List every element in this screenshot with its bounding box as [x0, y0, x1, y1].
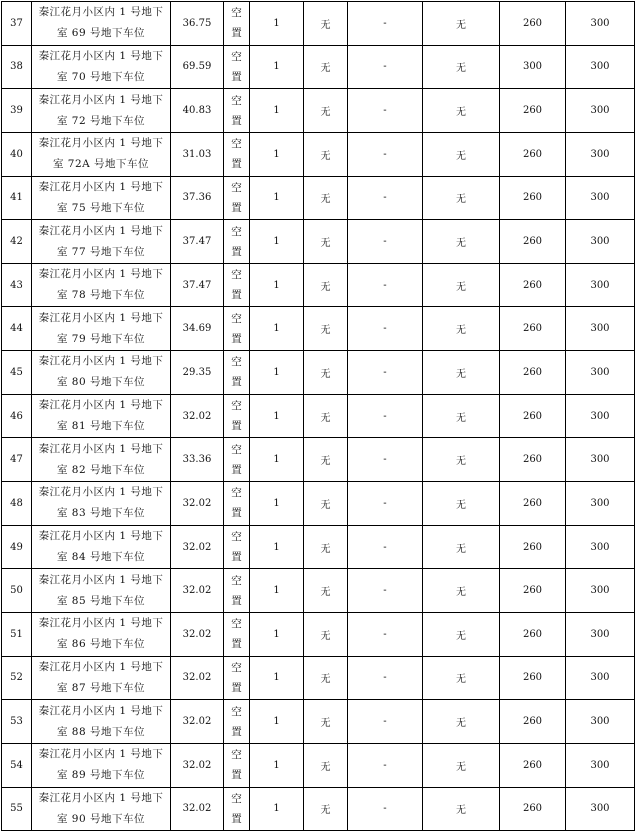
area-cell: 32.02	[171, 569, 224, 613]
price-a-cell: 260	[500, 176, 566, 220]
count-cell: 1	[250, 525, 304, 569]
parking-space-name-cell	[32, 132, 171, 176]
price-b-cell: 300	[566, 656, 635, 700]
area-cell: 32.02	[171, 612, 224, 656]
other-encumbrance-cell: 无	[423, 220, 500, 264]
parking-space-name-cell	[32, 307, 171, 351]
price-a-cell: 260	[500, 787, 566, 831]
parking-space-name-line-1: 秦江花月小区内 1 号地下	[38, 180, 164, 193]
other-encumbrance-cell: 无	[423, 787, 500, 831]
price-b-cell: 300	[566, 700, 635, 744]
lease-cell: -	[348, 482, 423, 526]
parking-space-name-cell	[32, 656, 171, 700]
lease-cell: -	[348, 307, 423, 351]
parking-space-name-line-2: 室 90 号地下车位	[56, 812, 146, 825]
mortgage-cell: 无	[304, 525, 348, 569]
mortgage-cell: 无	[304, 263, 348, 307]
parking-space-name-cell	[32, 438, 171, 482]
parking-space-name-line-1: 秦江花月小区内 1 号地下	[38, 442, 164, 455]
parking-space-name-line-2: 室 75 号地下车位	[56, 201, 146, 214]
parking-space-name-cell	[32, 2, 171, 46]
status-line-1: 空	[231, 792, 242, 805]
status-cell	[224, 263, 250, 307]
price-b-cell: 300	[566, 612, 635, 656]
lease-cell: -	[348, 220, 423, 264]
row-number-cell: 48	[2, 482, 32, 526]
area-cell: 29.35	[171, 351, 224, 395]
row-number-cell: 45	[2, 351, 32, 395]
status-line-2: 置	[231, 114, 242, 127]
price-a-cell: 260	[500, 220, 566, 264]
table-row	[2, 45, 635, 89]
price-b-cell: 300	[566, 2, 635, 46]
status-cell	[224, 220, 250, 264]
status-line-2: 置	[231, 332, 242, 345]
price-b-cell: 300	[566, 525, 635, 569]
status-line-2: 置	[231, 27, 242, 40]
mortgage-cell: 无	[304, 394, 348, 438]
parking-space-name-cell	[32, 612, 171, 656]
count-cell: 1	[250, 220, 304, 264]
status-line-2: 置	[231, 70, 242, 83]
price-a-cell: 300	[500, 45, 566, 89]
other-encumbrance-cell: 无	[423, 132, 500, 176]
status-line-1: 空	[231, 443, 242, 456]
parking-space-name-line-2: 室 85 号地下车位	[56, 594, 146, 607]
price-a-cell: 260	[500, 307, 566, 351]
row-number-cell: 41	[2, 176, 32, 220]
price-b-cell: 300	[566, 176, 635, 220]
parking-space-name-cell	[32, 263, 171, 307]
mortgage-cell: 无	[304, 612, 348, 656]
price-a-cell: 260	[500, 2, 566, 46]
count-cell: 1	[250, 612, 304, 656]
status-cell	[224, 656, 250, 700]
other-encumbrance-cell: 无	[423, 525, 500, 569]
mortgage-cell: 无	[304, 176, 348, 220]
row-number-cell: 55	[2, 787, 32, 831]
mortgage-cell: 无	[304, 656, 348, 700]
other-encumbrance-cell: 无	[423, 743, 500, 787]
status-cell	[224, 2, 250, 46]
price-a-cell: 260	[500, 612, 566, 656]
status-line-1: 空	[231, 705, 242, 718]
parking-space-name-line-1: 秦江花月小区内 1 号地下	[38, 6, 164, 19]
table-row	[2, 743, 635, 787]
price-b-cell: 300	[566, 307, 635, 351]
row-number-cell: 52	[2, 656, 32, 700]
count-cell: 1	[250, 351, 304, 395]
mortgage-cell: 无	[304, 787, 348, 831]
table-row	[2, 132, 635, 176]
price-b-cell: 300	[566, 438, 635, 482]
parking-space-name-line-2: 室 72A 号地下车位	[52, 158, 150, 171]
other-encumbrance-cell: 无	[423, 351, 500, 395]
status-line-1: 空	[231, 661, 242, 674]
table-row	[2, 700, 635, 744]
parking-space-name-line-2: 室 83 号地下车位	[56, 507, 146, 520]
price-a-cell: 260	[500, 656, 566, 700]
other-encumbrance-cell: 无	[423, 656, 500, 700]
parking-space-name-line-2: 室 80 号地下车位	[56, 376, 146, 389]
table-row	[2, 263, 635, 307]
row-number-cell: 46	[2, 394, 32, 438]
row-number-cell: 40	[2, 132, 32, 176]
lease-cell: -	[348, 45, 423, 89]
status-line-1: 空	[231, 138, 242, 151]
parking-space-name-cell	[32, 351, 171, 395]
mortgage-cell: 无	[304, 45, 348, 89]
lease-cell: -	[348, 89, 423, 133]
lease-cell: -	[348, 743, 423, 787]
status-line-2: 置	[231, 201, 242, 214]
table-row	[2, 394, 635, 438]
status-cell	[224, 351, 250, 395]
other-encumbrance-cell: 无	[423, 2, 500, 46]
area-cell: 69.59	[171, 45, 224, 89]
parking-space-name-cell	[32, 525, 171, 569]
row-number-cell: 39	[2, 89, 32, 133]
parking-space-name-cell	[32, 743, 171, 787]
table-row	[2, 787, 635, 831]
parking-space-name-line-1: 秦江花月小区内 1 号地下	[38, 530, 164, 542]
status-cell	[224, 612, 250, 656]
parking-space-name-cell	[32, 45, 171, 89]
parking-space-name-line-2: 室 84 号地下车位	[56, 551, 146, 563]
price-a-cell: 260	[500, 482, 566, 526]
table-row	[2, 482, 635, 526]
other-encumbrance-cell: 无	[423, 438, 500, 482]
table-body	[2, 2, 635, 831]
status-line-1: 空	[231, 487, 242, 500]
other-encumbrance-cell: 无	[423, 89, 500, 133]
status-cell	[224, 307, 250, 351]
parking-space-name-cell	[32, 89, 171, 133]
price-b-cell: 300	[566, 787, 635, 831]
status-line-2: 置	[231, 376, 242, 389]
parking-space-name-line-1: 秦江花月小区内 1 号地下	[38, 704, 164, 717]
row-number-cell: 44	[2, 307, 32, 351]
parking-space-name-line-1: 秦江花月小区内 1 号地下	[38, 355, 164, 368]
price-b-cell: 300	[566, 569, 635, 613]
price-b-cell: 300	[566, 89, 635, 133]
lease-cell: -	[348, 438, 423, 482]
table-row	[2, 220, 635, 264]
parking-space-name-cell	[32, 220, 171, 264]
parking-space-name-line-2: 室 87 号地下车位	[56, 681, 146, 694]
lease-cell: -	[348, 700, 423, 744]
status-line-1: 空	[231, 225, 242, 238]
parking-space-name-line-1: 秦江花月小区内 1 号地下	[38, 486, 164, 499]
count-cell: 1	[250, 89, 304, 133]
parking-space-name-line-2: 室 79 号地下车位	[56, 332, 146, 345]
status-line-1: 空	[231, 531, 242, 543]
status-cell	[224, 525, 250, 569]
parking-space-name-line-2: 室 72 号地下车位	[56, 114, 146, 127]
price-b-cell: 300	[566, 482, 635, 526]
price-a-cell: 260	[500, 394, 566, 438]
lease-cell: -	[348, 351, 423, 395]
status-cell	[224, 569, 250, 613]
parking-space-name-line-2: 室 88 号地下车位	[56, 725, 146, 738]
price-b-cell: 300	[566, 394, 635, 438]
parking-space-name-cell	[32, 569, 171, 613]
parking-space-name-line-2: 室 77 号地下车位	[56, 245, 146, 258]
price-a-cell: 260	[500, 569, 566, 613]
parking-space-name-line-2: 室 78 号地下车位	[56, 289, 146, 302]
lease-cell: -	[348, 612, 423, 656]
parking-space-name-line-1: 秦江花月小区内 1 号地下	[38, 93, 164, 106]
status-line-2: 置	[231, 507, 242, 520]
status-cell	[224, 45, 250, 89]
mortgage-cell: 无	[304, 351, 348, 395]
area-cell: 32.02	[171, 394, 224, 438]
mortgage-cell: 无	[304, 307, 348, 351]
parking-space-name-line-2: 室 89 号地下车位	[56, 769, 146, 782]
status-line-1: 空	[231, 574, 242, 587]
count-cell: 1	[250, 132, 304, 176]
area-cell: 36.75	[171, 2, 224, 46]
price-a-cell: 260	[500, 89, 566, 133]
mortgage-cell: 无	[304, 700, 348, 744]
lease-cell: -	[348, 569, 423, 613]
parking-space-name-cell	[32, 176, 171, 220]
area-cell: 37.47	[171, 220, 224, 264]
status-line-1: 空	[231, 7, 242, 20]
table-row	[2, 438, 635, 482]
price-b-cell: 300	[566, 351, 635, 395]
mortgage-cell: 无	[304, 743, 348, 787]
status-cell	[224, 787, 250, 831]
other-encumbrance-cell: 无	[423, 263, 500, 307]
other-encumbrance-cell: 无	[423, 569, 500, 613]
table-row	[2, 569, 635, 613]
status-cell	[224, 743, 250, 787]
status-line-1: 空	[231, 50, 242, 63]
parking-space-name-line-1: 秦江花月小区内 1 号地下	[38, 399, 164, 412]
lease-cell: -	[348, 2, 423, 46]
row-number-cell: 38	[2, 45, 32, 89]
parking-space-name-line-1: 秦江花月小区内 1 号地下	[38, 617, 164, 630]
parking-space-name-cell	[32, 394, 171, 438]
lease-cell: -	[348, 263, 423, 307]
area-cell: 32.02	[171, 787, 224, 831]
parking-space-table	[1, 1, 635, 831]
other-encumbrance-cell: 无	[423, 307, 500, 351]
parking-space-name-line-1: 秦江花月小区内 1 号地下	[38, 49, 164, 62]
count-cell: 1	[250, 438, 304, 482]
status-cell	[224, 438, 250, 482]
row-number-cell: 51	[2, 612, 32, 656]
area-cell: 32.02	[171, 525, 224, 569]
status-line-1: 空	[231, 618, 242, 631]
status-line-2: 置	[231, 725, 242, 738]
mortgage-cell: 无	[304, 132, 348, 176]
status-line-2: 置	[231, 681, 242, 694]
count-cell: 1	[250, 263, 304, 307]
row-number-cell: 43	[2, 263, 32, 307]
table-row	[2, 176, 635, 220]
status-line-1: 空	[231, 400, 242, 413]
parking-space-name-cell	[32, 700, 171, 744]
parking-space-name-line-1: 秦江花月小区内 1 号地下	[38, 137, 164, 150]
area-cell: 32.02	[171, 482, 224, 526]
parking-space-name-line-2: 室 86 号地下车位	[56, 638, 146, 651]
status-line-2: 置	[231, 769, 242, 782]
status-line-1: 空	[231, 181, 242, 194]
count-cell: 1	[250, 569, 304, 613]
status-line-1: 空	[231, 749, 242, 762]
status-cell	[224, 89, 250, 133]
parking-space-name-line-2: 室 69 号地下车位	[56, 27, 146, 40]
status-line-2: 置	[231, 638, 242, 651]
count-cell: 1	[250, 787, 304, 831]
row-number-cell: 42	[2, 220, 32, 264]
mortgage-cell: 无	[304, 438, 348, 482]
other-encumbrance-cell: 无	[423, 482, 500, 526]
parking-space-name-line-1: 秦江花月小区内 1 号地下	[38, 224, 164, 237]
price-a-cell: 260	[500, 743, 566, 787]
status-line-2: 置	[231, 420, 242, 433]
status-line-2: 置	[231, 289, 242, 302]
mortgage-cell: 无	[304, 220, 348, 264]
lease-cell: -	[348, 176, 423, 220]
row-number-cell: 49	[2, 525, 32, 569]
status-line-2: 置	[231, 245, 242, 258]
status-line-1: 空	[231, 94, 242, 107]
parking-space-name-line-1: 秦江花月小区内 1 号地下	[38, 660, 164, 673]
parking-space-name-line-2: 室 70 号地下车位	[56, 70, 146, 83]
status-line-2: 置	[231, 551, 242, 563]
table-row	[2, 612, 635, 656]
price-a-cell: 260	[500, 700, 566, 744]
status-cell	[224, 176, 250, 220]
count-cell: 1	[250, 2, 304, 46]
other-encumbrance-cell: 无	[423, 394, 500, 438]
lease-cell: -	[348, 394, 423, 438]
parking-space-name-line-1: 秦江花月小区内 1 号地下	[38, 268, 164, 281]
price-a-cell: 260	[500, 132, 566, 176]
lease-cell: -	[348, 787, 423, 831]
status-cell	[224, 700, 250, 744]
price-a-cell: 260	[500, 438, 566, 482]
parking-space-name-cell	[32, 482, 171, 526]
area-cell: 32.02	[171, 700, 224, 744]
status-line-1: 空	[231, 356, 242, 369]
area-cell: 31.03	[171, 132, 224, 176]
parking-space-name-cell	[32, 787, 171, 831]
parking-space-name-line-2: 室 82 号地下车位	[56, 463, 146, 476]
status-cell	[224, 132, 250, 176]
mortgage-cell: 无	[304, 569, 348, 613]
table-row	[2, 307, 635, 351]
parking-space-name-line-1: 秦江花月小区内 1 号地下	[38, 573, 164, 586]
parking-space-name-line-1: 秦江花月小区内 1 号地下	[38, 311, 164, 324]
lease-cell: -	[348, 656, 423, 700]
table-row	[2, 351, 635, 395]
price-a-cell: 260	[500, 263, 566, 307]
status-line-2: 置	[231, 463, 242, 476]
count-cell: 1	[250, 743, 304, 787]
status-cell	[224, 394, 250, 438]
table-row	[2, 89, 635, 133]
status-line-2: 置	[231, 158, 242, 171]
area-cell: 40.83	[171, 89, 224, 133]
status-line-1: 空	[231, 269, 242, 282]
price-a-cell: 260	[500, 351, 566, 395]
price-b-cell: 300	[566, 45, 635, 89]
other-encumbrance-cell: 无	[423, 176, 500, 220]
area-cell: 37.47	[171, 263, 224, 307]
mortgage-cell: 无	[304, 482, 348, 526]
status-cell	[224, 482, 250, 526]
area-cell: 32.02	[171, 656, 224, 700]
other-encumbrance-cell: 无	[423, 612, 500, 656]
count-cell: 1	[250, 656, 304, 700]
mortgage-cell: 无	[304, 2, 348, 46]
count-cell: 1	[250, 45, 304, 89]
count-cell: 1	[250, 176, 304, 220]
area-cell: 37.36	[171, 176, 224, 220]
status-line-2: 置	[231, 812, 242, 825]
price-a-cell: 260	[500, 525, 566, 569]
mortgage-cell: 无	[304, 89, 348, 133]
area-cell: 34.69	[171, 307, 224, 351]
area-cell: 32.02	[171, 743, 224, 787]
count-cell: 1	[250, 700, 304, 744]
count-cell: 1	[250, 307, 304, 351]
row-number-cell: 53	[2, 700, 32, 744]
count-cell: 1	[250, 482, 304, 526]
count-cell: 1	[250, 394, 304, 438]
area-cell: 33.36	[171, 438, 224, 482]
status-line-1: 空	[231, 312, 242, 325]
other-encumbrance-cell: 无	[423, 45, 500, 89]
table-row	[2, 525, 635, 569]
row-number-cell: 47	[2, 438, 32, 482]
table-row	[2, 656, 635, 700]
lease-cell: -	[348, 132, 423, 176]
price-b-cell: 300	[566, 220, 635, 264]
price-b-cell: 300	[566, 263, 635, 307]
table-row	[2, 2, 635, 46]
row-number-cell: 54	[2, 743, 32, 787]
parking-space-name-line-2: 室 81 号地下车位	[56, 420, 146, 433]
price-b-cell: 300	[566, 743, 635, 787]
other-encumbrance-cell: 无	[423, 700, 500, 744]
status-line-2: 置	[231, 594, 242, 607]
row-number-cell: 50	[2, 569, 32, 613]
row-number-cell: 37	[2, 2, 32, 46]
lease-cell: -	[348, 525, 423, 569]
parking-space-name-line-1: 秦江花月小区内 1 号地下	[38, 748, 164, 761]
price-b-cell: 300	[566, 132, 635, 176]
parking-space-name-line-1: 秦江花月小区内 1 号地下	[38, 791, 164, 804]
